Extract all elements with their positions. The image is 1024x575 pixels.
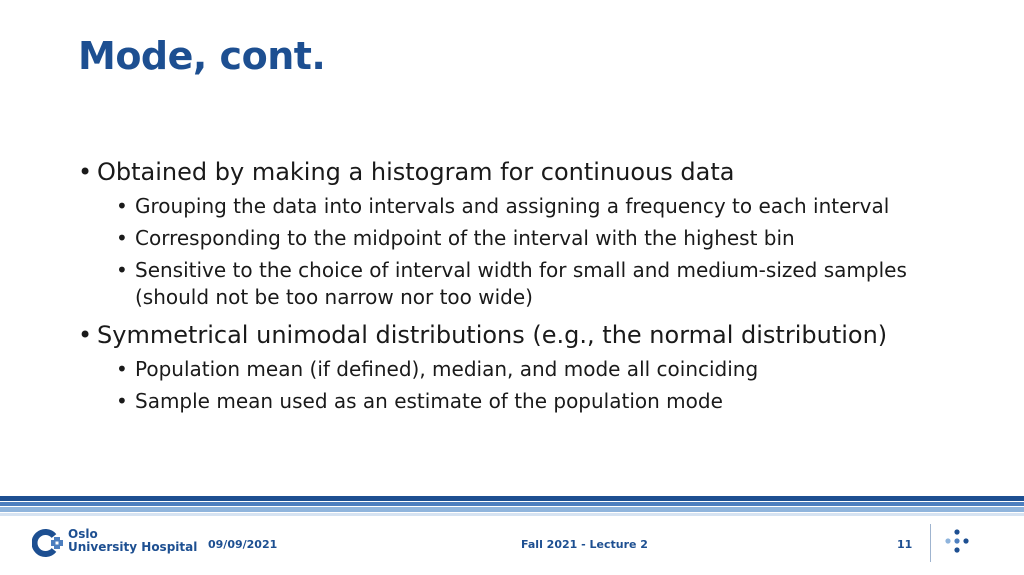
sub-bullet-text: Population mean (if defined), median, and mode all coinciding — [135, 357, 759, 381]
footer-divider — [930, 524, 931, 562]
sub-bullet-text: Grouping the data into intervals and assigning a frequency to each interval — [135, 194, 890, 218]
hospital-logo-icon — [32, 527, 64, 559]
page-number: 11 — [897, 538, 913, 551]
footer-center-text: Fall 2021 - Lecture 2 — [521, 538, 648, 551]
bullet-item — [78, 156, 978, 188]
footer-band-dark — [0, 496, 1024, 501]
bullet-item — [78, 319, 978, 351]
bullet-symbol: • — [78, 158, 93, 186]
sub-bullet-item — [116, 388, 978, 415]
bullet-symbol: • — [116, 194, 128, 218]
footer-band-pale — [0, 513, 1024, 516]
sub-bullet-item — [116, 356, 978, 383]
sub-bullet-list — [116, 193, 978, 311]
sub-bullet-text: Sensitive to the choice of interval width for small and medium-sized samples (should not be too narrow nor too wide) — [135, 258, 907, 309]
logo-line-2: University Hospital — [68, 540, 198, 554]
sub-bullet-item — [116, 257, 978, 311]
bullet-symbol: • — [116, 357, 128, 381]
footer-band-mid — [0, 502, 1024, 506]
logo-line-1: Oslo — [68, 527, 98, 541]
sub-bullet-text: Sample mean used as an estimate of the population mode — [135, 389, 723, 413]
slide-title: Mode, cont. — [78, 34, 326, 78]
sub-bullet-text: Corresponding to the midpoint of the interval with the highest bin — [135, 226, 795, 250]
bullet-symbol: • — [116, 226, 128, 250]
footer-band-light — [0, 507, 1024, 512]
bullet-list — [78, 156, 978, 415]
sub-bullet-item — [116, 193, 978, 220]
bullet-symbol: • — [116, 389, 128, 413]
hospital-logo — [32, 526, 198, 560]
footer-date: 09/09/2021 — [208, 538, 278, 551]
sub-bullet-list — [116, 356, 978, 415]
dots-cross-icon — [942, 528, 972, 556]
sub-bullet-item — [116, 225, 978, 252]
bullet-text: Obtained by making a histogram for continuous data — [97, 158, 735, 186]
bullet-symbol: • — [78, 321, 93, 349]
bullet-text: Symmetrical unimodal distributions (e.g., the normal distribution) — [97, 321, 888, 349]
bullet-symbol: • — [116, 258, 128, 282]
